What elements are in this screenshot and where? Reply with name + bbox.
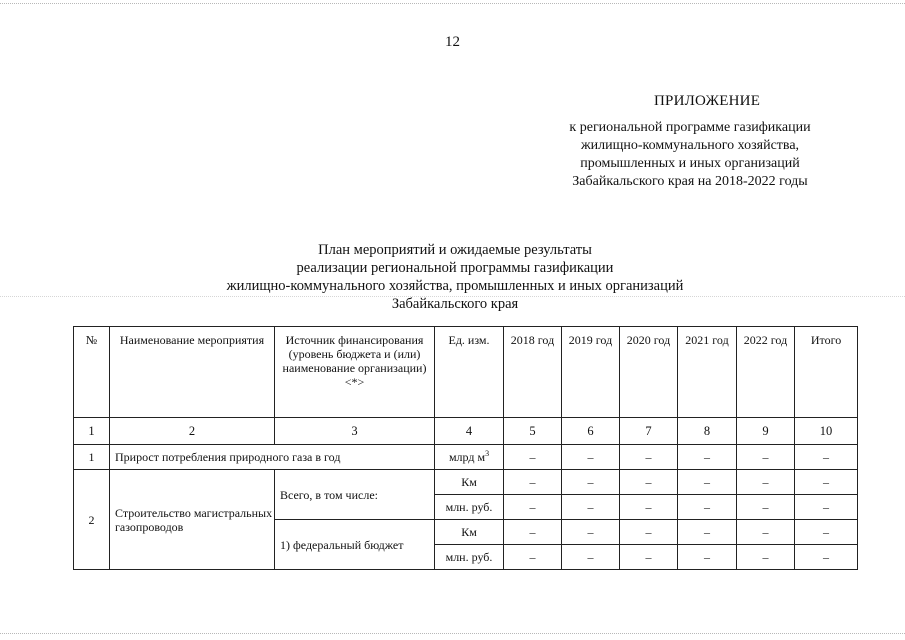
- plan-title: [130, 241, 780, 313]
- page-number: 12: [445, 34, 460, 50]
- value-2019: –: [562, 470, 620, 495]
- value-2019: –: [562, 545, 620, 570]
- header-num: №: [74, 327, 110, 418]
- header-source: Источник финансирования (уровень бюджета и (или) наименование организации) <*>: [275, 327, 435, 418]
- column-number: 1: [74, 418, 110, 445]
- row-number: 2: [74, 470, 110, 570]
- value-total: –: [795, 495, 858, 520]
- value-2020: –: [620, 445, 678, 470]
- value-2022: –: [737, 495, 795, 520]
- appendix-line: Забайкальского края на 2018-2022 годы: [572, 174, 808, 189]
- header-2019: 2019 год: [562, 327, 620, 418]
- funding-source: 1) федеральный бюджет: [275, 520, 435, 570]
- value-2022: –: [737, 545, 795, 570]
- value-2022: –: [737, 520, 795, 545]
- unit-superscript: 3: [485, 449, 490, 458]
- value-2021: –: [678, 470, 737, 495]
- scan-border-top: [0, 3, 905, 4]
- value-2022: –: [737, 445, 795, 470]
- header-2018: 2018 год: [504, 327, 562, 418]
- value-2021: –: [678, 545, 737, 570]
- value-2020: –: [620, 520, 678, 545]
- plan-table: [73, 326, 858, 570]
- value-2018: –: [504, 445, 562, 470]
- value-2020: –: [620, 495, 678, 520]
- header-2021: 2021 год: [678, 327, 737, 418]
- unit-cell: Км: [435, 520, 504, 545]
- unit-cell: Км: [435, 470, 504, 495]
- column-number: 3: [275, 418, 435, 445]
- value-total: –: [795, 545, 858, 570]
- value-2019: –: [562, 495, 620, 520]
- column-number: 9: [737, 418, 795, 445]
- value-total: –: [795, 470, 858, 495]
- value-2018: –: [504, 520, 562, 545]
- column-number: 10: [795, 418, 858, 445]
- column-number: 2: [110, 418, 275, 445]
- measure-name: Прирост потребления природного газа в год: [110, 445, 435, 470]
- appendix-subtitle: [555, 119, 825, 191]
- value-2019: –: [562, 520, 620, 545]
- table-row: [74, 470, 858, 495]
- scan-border-bottom: [0, 633, 905, 634]
- plan-title-line: реализации региональной программы газификации: [296, 260, 614, 276]
- value-2019: –: [562, 445, 620, 470]
- appendix-line: промышленных и иных организаций: [580, 156, 800, 171]
- value-total: –: [795, 520, 858, 545]
- value-total: –: [795, 445, 858, 470]
- column-number: 4: [435, 418, 504, 445]
- table-header-row: [74, 327, 858, 418]
- appendix-title: ПРИЛОЖЕНИЕ: [654, 93, 761, 109]
- value-2018: –: [504, 495, 562, 520]
- header-2022: 2022 год: [737, 327, 795, 418]
- column-number: 5: [504, 418, 562, 445]
- value-2018: –: [504, 470, 562, 495]
- row-number: 1: [74, 445, 110, 470]
- column-number: 7: [620, 418, 678, 445]
- value-2021: –: [678, 445, 737, 470]
- plan-title-line: Забайкальского края: [391, 296, 519, 312]
- unit-cell: млн. руб.: [435, 545, 504, 570]
- appendix-line: жилищно-коммунального хозяйства,: [580, 138, 800, 153]
- plan-title-line: жилищно-коммунального хозяйства, промышленных и иных организаций: [226, 278, 684, 294]
- value-2020: –: [620, 545, 678, 570]
- column-number: 8: [678, 418, 737, 445]
- value-2020: –: [620, 470, 678, 495]
- unit-cell: млн. руб.: [435, 495, 504, 520]
- value-2018: –: [504, 545, 562, 570]
- column-number: 6: [562, 418, 620, 445]
- header-unit: Ед. изм.: [435, 327, 504, 418]
- measure-name: Строительство магистральных газопроводов: [110, 470, 275, 570]
- value-2021: –: [678, 495, 737, 520]
- plan-title-line: План мероприятий и ожидаемые результаты: [318, 242, 592, 258]
- column-number-row: [74, 418, 858, 445]
- header-name: Наименование мероприятия: [110, 327, 275, 418]
- value-2021: –: [678, 520, 737, 545]
- table-row: [74, 445, 858, 470]
- unit-cell: [435, 445, 504, 470]
- header-2020: 2020 год: [620, 327, 678, 418]
- header-total: Итого: [795, 327, 858, 418]
- unit-text: млрд м: [448, 450, 486, 464]
- value-2022: –: [737, 470, 795, 495]
- appendix-line: к региональной программе газификации: [569, 120, 811, 135]
- funding-source: Всего, в том числе:: [275, 470, 435, 520]
